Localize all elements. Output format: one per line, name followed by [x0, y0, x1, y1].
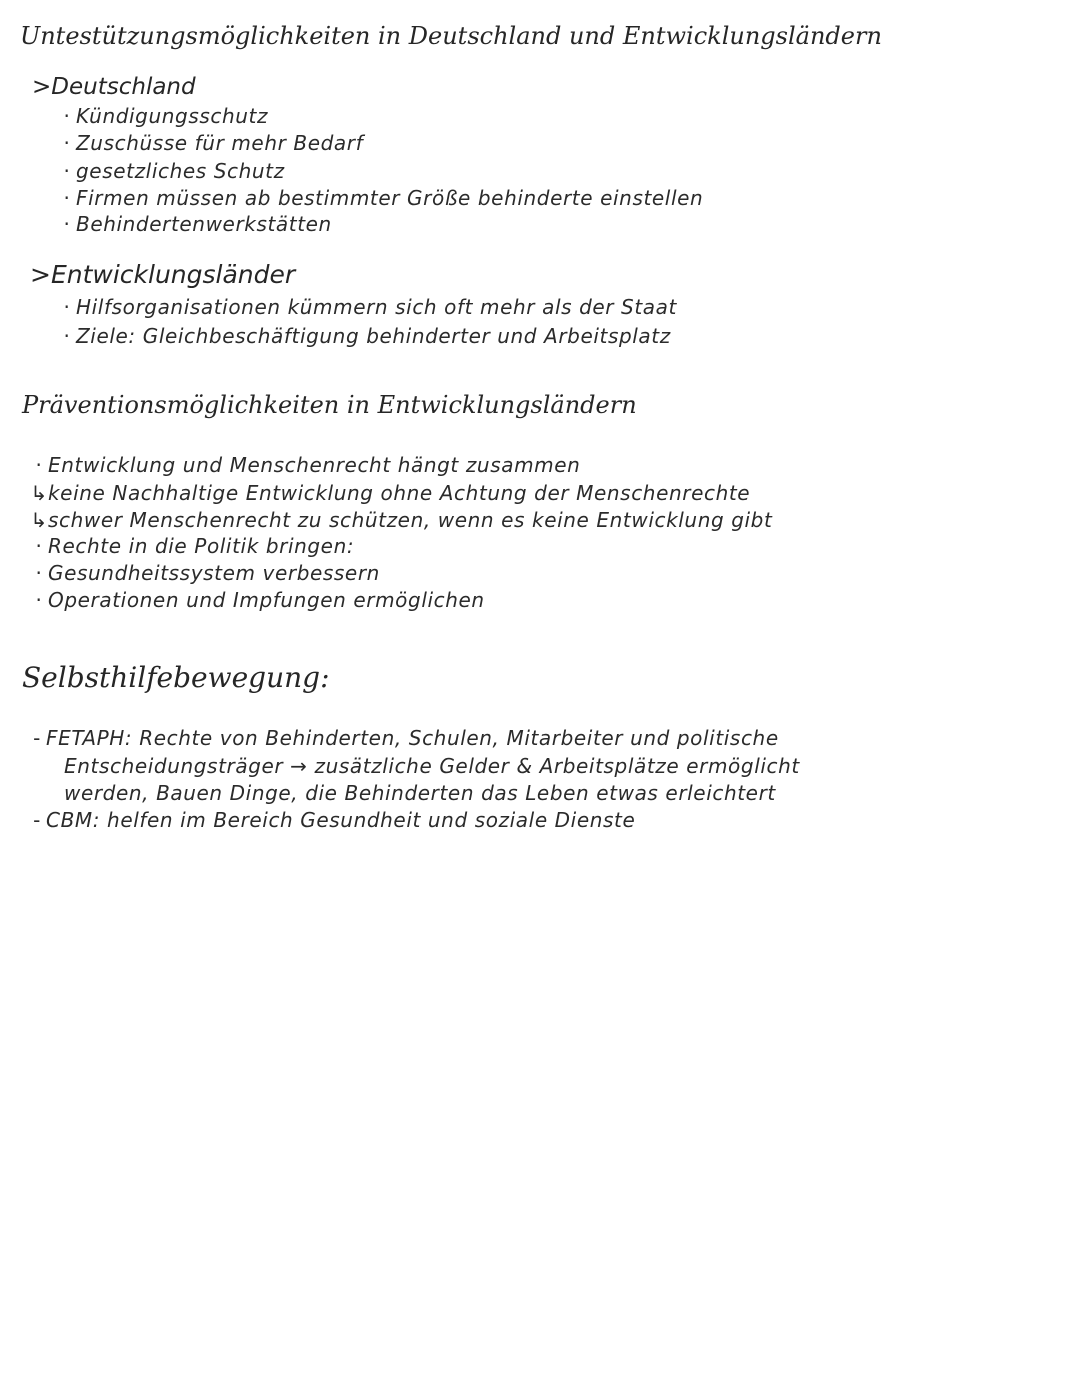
list-item: ↳schwer Menschenrecht zu schützen, wenn es keine Entwicklung gibt	[30, 508, 773, 532]
arrow-marker: >	[32, 74, 52, 100]
list-item: · Entwicklung und Menschenrecht hängt zusammen	[35, 453, 581, 477]
heading-text: Selbsthilfebewegung:	[22, 661, 330, 694]
subheading-germany	[32, 76, 196, 99]
list-item: ↳keine Nachhaltige Entwicklung ohne Achtung der Menschenrechte	[30, 481, 751, 505]
subheading-text: Deutschland	[51, 74, 196, 100]
subheading-text: Entwicklungsländer	[50, 260, 296, 289]
section-heading-prevention	[22, 393, 637, 417]
section-heading-support	[20, 24, 882, 48]
list-item: · gesetzliches Schutz	[63, 159, 285, 183]
list-item: Entscheidungsträger → zusätzliche Gelder & Arbeitsplätze ermöglicht	[64, 754, 800, 778]
list-item: · Ziele: Gleichbeschäftigung behinderter und Arbeitsplatz	[63, 324, 671, 348]
heading-text: Präventionsmöglichkeiten in Entwicklungsländern	[22, 391, 637, 419]
list-item: · Firmen müssen ab bestimmter Größe behinderte einstellen	[63, 186, 704, 210]
list-item: · Rechte in die Politik bringen:	[35, 534, 355, 558]
list-item: - CBM: helfen im Bereich Gesundheit und soziale Dienste	[33, 808, 636, 832]
list-item: · Kündigungsschutz	[63, 104, 269, 128]
heading-text: Untestützungsmöglichkeiten in Deutschland und Entwicklungsländern	[20, 22, 882, 50]
list-item: werden, Bauen Dinge, die Behinderten das Leben etwas erleichtert	[64, 781, 776, 805]
list-item: · Operationen und Impfungen ermöglichen	[35, 588, 485, 612]
subheading-developing	[30, 262, 295, 287]
arrow-marker: >	[30, 260, 51, 289]
list-item: - FETAPH: Rechte von Behinderten, Schulen, Mitarbeiter und politische	[33, 726, 779, 750]
list-item: · Behindertenwerkstätten	[63, 212, 332, 236]
section-heading-selfhelp	[22, 661, 330, 694]
list-item: · Hilfsorganisationen kümmern sich oft mehr als der Staat	[63, 295, 677, 319]
list-item: · Gesundheitssystem verbessern	[35, 561, 380, 585]
list-item: · Zuschüsse für mehr Bedarf	[63, 131, 364, 155]
